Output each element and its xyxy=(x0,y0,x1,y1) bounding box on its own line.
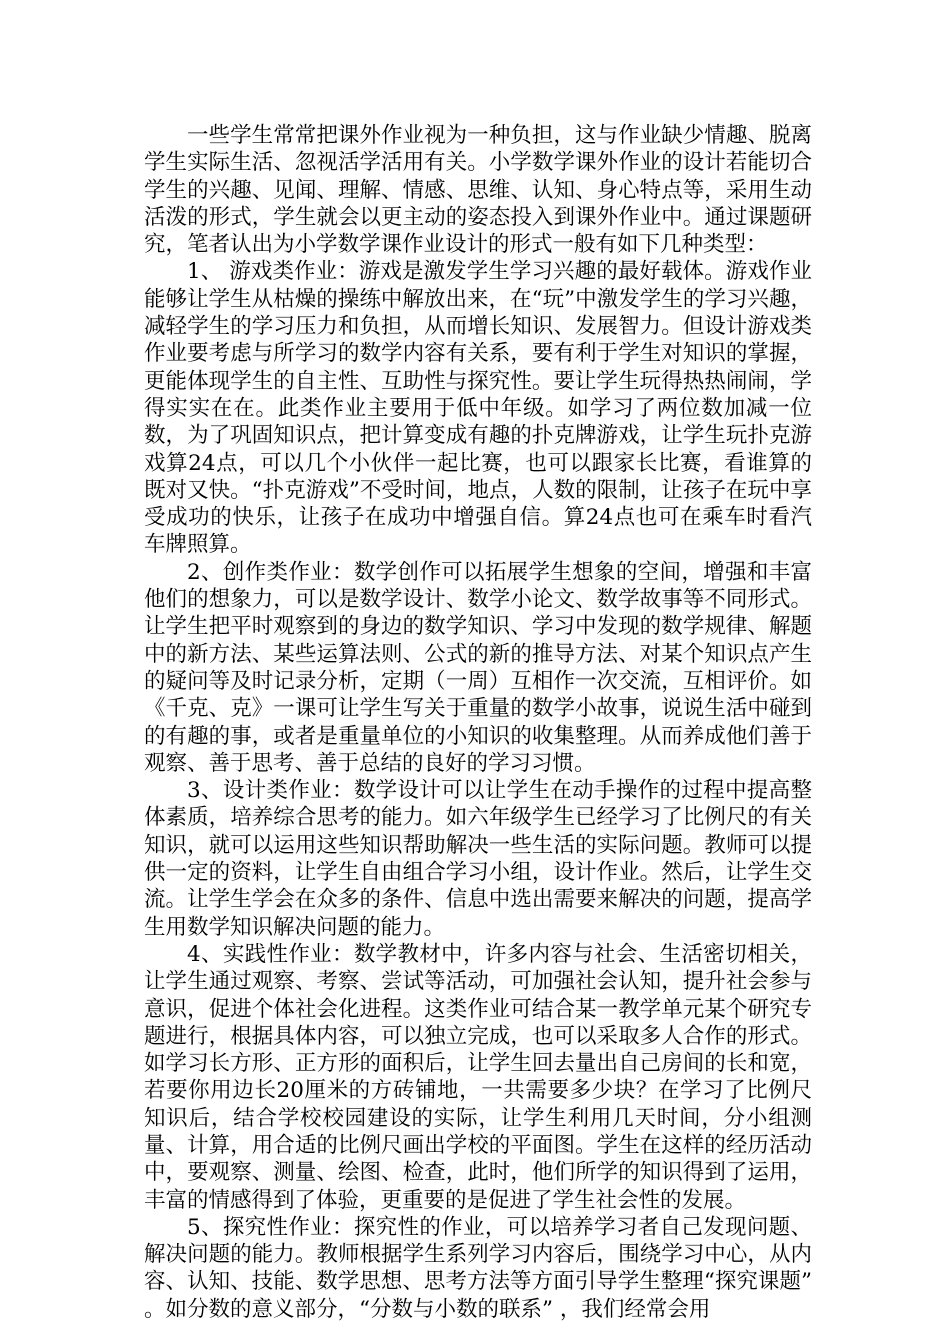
paragraph-practice-homework: 4、实践性作业：数学教材中，许多内容与社会、生活密切相关，让学生通过观察、考察、尝试等活动，可加强社会认知，提升社会参与意识，促进个体社会化进程。这类作业可结合某一教学单元某个研究专题进行，根据具体内容，可以独立完成，也可以采取多人合作的形式。如学习长方形、正方形的面积后，让学生回去量出自己房间的长和宽，若要你用边长20厘米的方砖铺地，一共需要多少块？在学习了比例尺知识后，结合学校校园建设的实际，让学生利用几天时间，分小组测量、计算，用合适的比例尺画出学校的平面图。学生在这样的经历活动中，要观察、测量、绘图、检查，此时，他们所学的知识得到了运用，丰富的情感得到了体验，更重要的是促进了学生社会性的发展。 xyxy=(144,941,812,1213)
paragraph-game-homework: 1、 游戏类作业：游戏是激发学生学习兴趣的最好载体。游戏作业能够让学生从枯燥的操练中解放出来，在“玩”中激发学生的学习兴趣，减轻学生的学习压力和负担，从而增长知识、发展智力。但设计游戏类作业要考虑与所学习的数学内容有关系，要有利于学生对知识的掌握，更能体现学生的自主性、互助性与探究性。要让学生玩得热热闹闹，学得实实在在。此类作业主要用于低中年级。如学习了两位数加减一位数，为了巩固知识点，把计算变成有趣的扑克牌游戏，让学生玩扑克游戏算24点，可以几个小伙伴一起比赛，也可以跟家长比赛，看谁算的既对又快。“扑克游戏”不受时间，地点，人数的限制，让孩子在玩中享受成功的快乐，让孩子在成功中增强自信。算24点也可在乘车时看汽车牌照算。 xyxy=(144,259,812,558)
document-body xyxy=(144,122,812,1323)
paragraph-inquiry-homework: 5、探究性作业：探究性的作业，可以培养学习者自己发现问题、解决问题的能力。教师根据学生系列学习内容后，围绕学习中心，从内容、认知、技能、数学思想、思考方法等方面引导学生整理“探究课题” 。如分数的意义部分，“分数与小数的联系” ，我们经常会用 xyxy=(144,1214,812,1322)
paragraph-intro: 一些学生常常把课外作业视为一种负担，这与作业缺少情趣、脱离学生实际生活、忽视活学活用有关。小学数学课外作业的设计若能切合学生的兴趣、见闻、理解、情感、思维、认知、身心特点等，采用生动活泼的形式，学生就会以更主动的姿态投入到课外作业中。通过课题研究，笔者认出为小学数学课作业设计的形式一般有如下几种类型： xyxy=(144,123,812,258)
paragraph-creative-homework: 2、创作类作业：数学创作可以拓展学生想象的空间，增强和丰富他们的想象力，可以是数学设计、数学小论文、数学故事等不同形式。让学生把平时观察到的身边的数学知识、学习中发现的数学规律、解题中的新方法、某些运算法则、公式的新的推导方法、对某个知识点产生的疑问等及时记录分析，定期（一周）互相作一次交流，互相评价。如《千克、克》一课可让学生写关于重量的数学小故事，说说生活中碰到的有趣的事，或者是重量单位的小知识的收集整理。从而养成他们善于观察、善于思考、善于总结的良好的学习习惯。 xyxy=(144,559,812,776)
paragraph-design-homework: 3、设计类作业：数学设计可以让学生在动手操作的过程中提高整体素质，培养综合思考的能力。如六年级学生已经学习了比例尺的有关知识，就可以运用这些知识帮助解决一些生活的实际问题。教师可以提供一定的资料，让学生自由组合学习小组，设计作业。然后，让学生交流。让学生学会在众多的条件、信息中选出需要来解决的问题，提高学生用数学知识解决问题的能力。 xyxy=(144,778,812,940)
